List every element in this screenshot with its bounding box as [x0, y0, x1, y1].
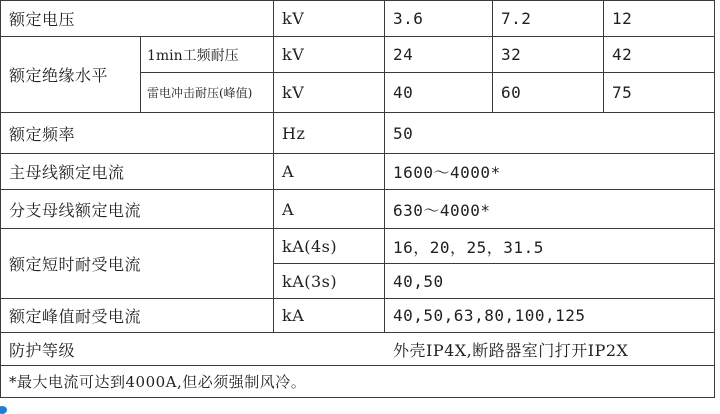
unit-cell: kV [282, 45, 305, 64]
value-cell: 32 [501, 45, 522, 64]
row-label-rated-frequency: 额定频率 [9, 124, 76, 144]
grid-line [0, 397, 715, 398]
value-cell: 1600～4000* [393, 163, 501, 182]
unit-cell: Hz [282, 123, 306, 143]
value-cell: 630～4000* [393, 200, 491, 220]
unit-cell: kV [282, 83, 305, 102]
footnote: *最大电流可达到4000A,但必须强制风冷。 [9, 373, 307, 391]
unit-cell: kA [282, 306, 305, 325]
value-cell: 16，20，25，31.5 [393, 237, 544, 257]
grid-line [714, 0, 715, 398]
unit-cell: kA(3s) [282, 271, 338, 291]
row-label-short-time-withstand-current: 额定短时耐受电流 [9, 255, 142, 274]
unit-cell: A [282, 162, 295, 181]
value-cell: 60 [501, 83, 522, 102]
row-label-rated-insulation-level: 额定绝缘水平 [9, 66, 109, 85]
row-label-branch-busbar-current: 分支母线额定电流 [9, 200, 142, 220]
value-cell: 12 [612, 9, 633, 28]
value-cell: 50 [393, 123, 414, 143]
sublabel-power-frequency-withstand: 1min工频耐压 [147, 47, 239, 64]
sublabel-lightning-impulse-withstand: 雷电冲击耐压(峰值) [147, 86, 253, 100]
value-cell: 40,50,63,80,100,125 [393, 306, 586, 325]
unit-cell: A [282, 199, 295, 219]
value-cell-protection: 外壳IP4X,断路器室门打开IP2X [393, 340, 629, 360]
row-label-rated-voltage: 额定电压 [9, 10, 76, 29]
value-cell: 42 [612, 45, 633, 64]
value-cell: 75 [612, 83, 633, 102]
row-label-main-busbar-current: 主母线额定电流 [9, 163, 125, 182]
value-cell: 24 [393, 45, 414, 64]
value-cell: 40 [393, 83, 414, 102]
row-label-peak-withstand-current: 额定峰值耐受电流 [9, 307, 142, 326]
corner-accent-dot [0, 406, 7, 414]
unit-cell: kV [282, 9, 305, 28]
value-cell: 40,50 [393, 271, 444, 291]
unit-cell: kA(4s) [282, 236, 338, 256]
row-label-protection-class: 防护等级 [9, 340, 76, 360]
value-cell: 7.2 [501, 9, 532, 28]
value-cell: 3.6 [393, 9, 424, 28]
